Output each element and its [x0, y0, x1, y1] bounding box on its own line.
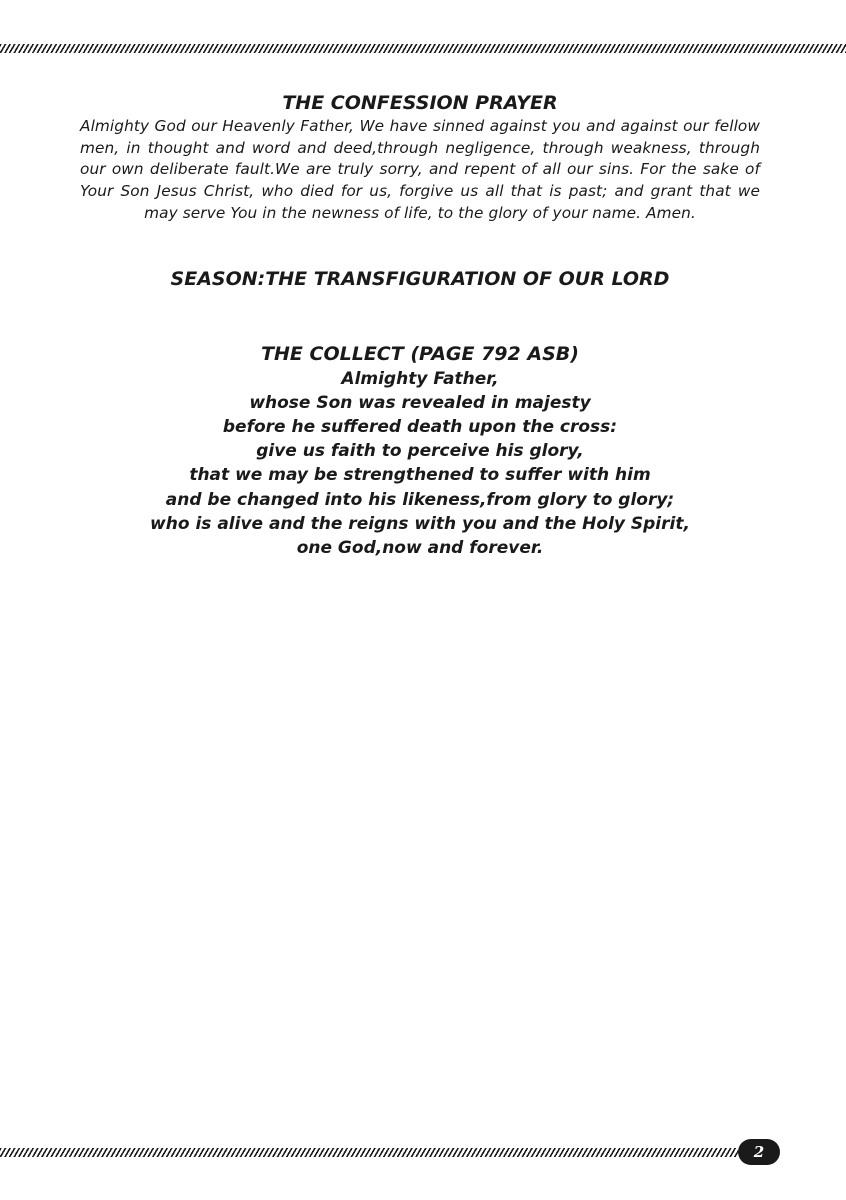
collect-line: who is alive and the reigns with you and the Holy Spirit,: [150, 513, 690, 534]
season-section: [80, 266, 760, 292]
confession-section: [80, 90, 760, 225]
collect-title: THE COLLECT (PAGE 792 ASB): [261, 342, 579, 365]
collect-section: [80, 341, 760, 561]
confession-title: THE CONFESSION PRAYER: [282, 92, 558, 114]
collect-line: whose Son was revealed in majesty: [249, 392, 591, 413]
page-content: [80, 90, 760, 560]
collect-body: [80, 367, 760, 561]
collect-line: and be changed into his likeness,from glory to glory;: [165, 489, 675, 510]
season-title: SEASON:THE TRANSFIGURATION OF OUR LORD: [170, 267, 670, 290]
bottom-hatch-border: [0, 1148, 738, 1157]
collect-line: Almighty Father,: [341, 368, 499, 389]
collect-line: one God,now and forever.: [296, 537, 544, 558]
confession-body: Almighty God our Heavenly Father, We have sinned against you and against our fellow men, in thought and word and deed,through negligence, through weakness, through our own deliberate fault.We are truly sorry, and repent of all our sins. For the sake of Your Son Jesus Christ, who died for us, forgive us all that is past; and grant that we may serve You in the newness of life, to the glory of your name. Amen.: [80, 117, 760, 222]
page-number-badge: 2: [738, 1139, 780, 1165]
collect-line: before he suffered death upon the cross:: [222, 416, 618, 437]
top-hatch-border: [0, 44, 846, 53]
collect-line: give us faith to perceive his glory,: [256, 441, 584, 462]
collect-line: that we may be strengthened to suffer with him: [189, 465, 651, 486]
